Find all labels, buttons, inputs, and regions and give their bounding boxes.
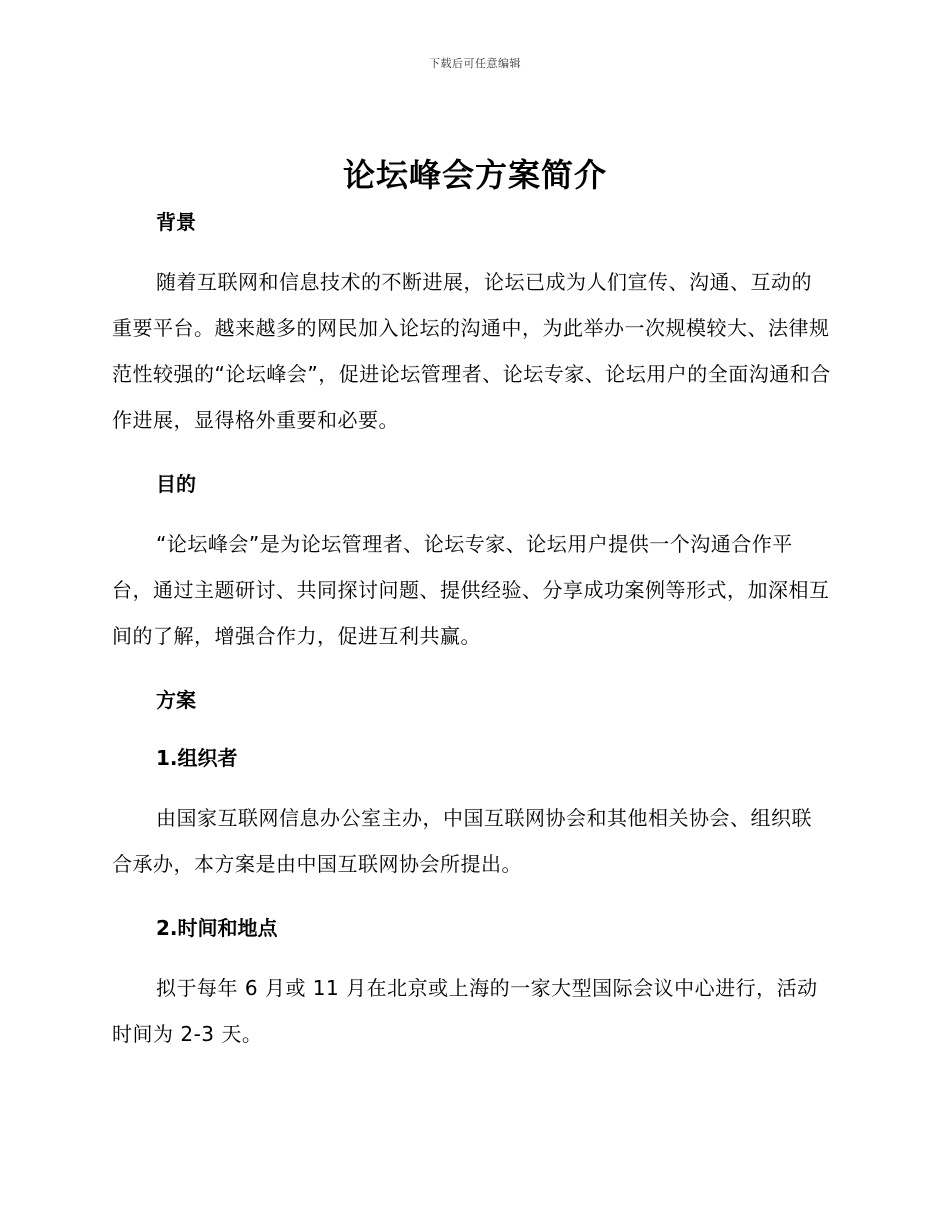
section-purpose bbox=[112, 467, 832, 659]
section-organizer bbox=[112, 741, 832, 887]
paragraph-purpose: “论坛峰会”是为论坛管理者、论坛专家、论坛用户提供一个沟通合作平台，通过主题研讨、共同探讨问题、提供经验、分享成功案例等形式，加深相互间的了解，增强合作力，促进互利共赢。 bbox=[112, 532, 830, 648]
document-body bbox=[112, 205, 832, 1057]
header-note: 下载后可任意编辑 bbox=[429, 57, 521, 70]
section-heading-plan: 方案 bbox=[156, 688, 196, 712]
document-title: 论坛峰会方案简介 bbox=[342, 156, 607, 194]
section-heading-time-place: 2.时间和地点 bbox=[156, 916, 278, 940]
section-time-place bbox=[112, 911, 832, 1057]
paragraph-time-place: 拟于每年 6 月或 11 月在北京或上海的一家大型国际会议中心进行，活动时间为 2-3 天。 bbox=[112, 976, 818, 1046]
section-plan bbox=[112, 683, 832, 717]
paragraph-organizer: 由国家互联网信息办公室主办，中国互联网协会和其他相关协会、组织联合承办，本方案是由中国互联网协会所提出。 bbox=[112, 806, 812, 876]
section-heading-organizer: 1.组织者 bbox=[156, 746, 238, 770]
section-background bbox=[112, 205, 832, 443]
section-heading-background: 背景 bbox=[156, 210, 196, 234]
section-heading-purpose: 目的 bbox=[156, 472, 196, 496]
paragraph-background: 随着互联网和信息技术的不断进展，论坛已成为人们宣传、沟通、互动的重要平台。越来越多的网民加入论坛的沟通中，为此举办一次规模较大、法律规范性较强的“论坛峰会”，促进论坛管理者、论坛专家、论坛用户的全面沟通和合作进展，显得格外重要和必要。 bbox=[112, 270, 831, 432]
